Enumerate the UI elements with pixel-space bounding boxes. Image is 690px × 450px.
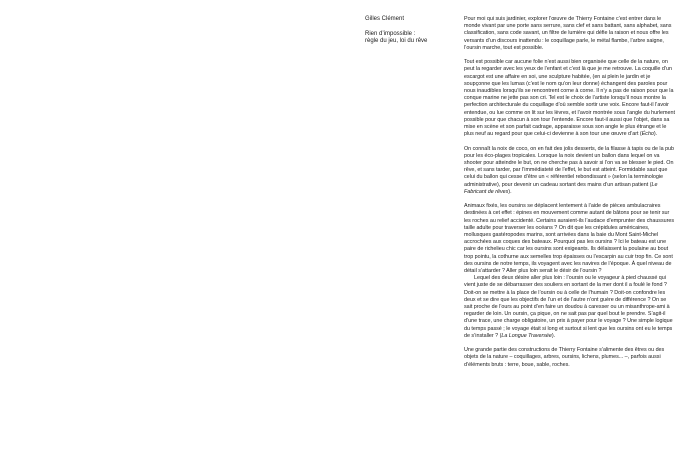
paragraph-4: Animaux fixés, les oursins se déplacent lentement à l’aide de pièces ambulacraires destinées à cet effet : épines en mouvement comme autant de bâtons pour se tenir sur les roches au relief accidenté. Certains auraient-ils l’audace d’emprunter des chaussures taille adulte pour traverser les océans ? On dit que les crépidules américaines, mollusques gastéropodes marins, sont arrivées dans la baie du Mont Saint-Michel accrochées aux coques des bateaux. Pourquoi pas les oursins ? Ici le bateau est une paire de richelieu chic car les oursins sont exigeants. Ils délaissent la poulaine au bout trop pointu, la cothurne aux semelles trop épaisses ou l’escarpin au cuir trop fin. Ce sont des oursins de notre temps, ils voyagent avec les navires de l’époque. À quel niveau de détail s’attarder ? Aller plus loin serait le désir de l’oursin ? [464, 203, 675, 275]
artwork-title-echo: Écho [641, 131, 654, 138]
paragraph-3: On connaît la noix de coco, on en fait des jolis desserts, de la filasse à tapis ou de la pub pour les éco-plages tropicales. Lorsque la noix devient un ballon dans lequel on va shooter pour atteindre le but, on ne cherche pas à savoir si l’on va se blesser le pied. On rêve, et sans tarder, par l’immédiateté de l’effet, le but est atteint. Formidable saut que celui du ballon qui cesse d’être un « référentiel rebondissant » (selon la terminologie administrative), pour devenir un cadeau sortant des mains d’un artisan patient (Le Fabricant de rêves). [464, 145, 675, 195]
paragraph-1: Pour moi qui suis jardinier, explorer l’œuvre de Thierry Fontaine c’est entrer dans le monde vivant par une porte sans serrure, sans clef et sans battant, sans alphabet, sans classification, sans code savant, un filtre de lumière qui défie la raison et nous offre les versants d’un discours inattendu : le coquillage parle, le métal flambe, l’arbre saigne, l’oursin marche, tout est possible. [464, 16, 672, 51]
paragraph-5: Lequel des deux désire aller plus loin : l’oursin ou le voyageur à pied chaussé qui vient juste de se débarrasser des souliers en sortant de la mer dont il a foulé le fond ? Doit-on se mettre à la place de l’oursin ou à celle de l’humain ? Doit-on confondre les deux et se dire que les objectifs de l’un et de l’autre n’ont guère de différence ? On se sait proche de l’ours au point d’en faire un doudou à caresser ou un misanthrope-ami à regarder de loin. Un oursin, ça pique, on ne sait pas par quel bout le prendre. S’agit-il d’une trace, une charge obligatoire, un prix à payer pour le voyage ? Une simple logique du temps passé ; le voyage était si long et surtout si lent que les oursins ont eu le temps de s’installer ? (La Longue Traversée). [464, 275, 673, 339]
artwork-title-fabricant: Le Fabricant de rêves [464, 181, 658, 195]
artwork-title-traversee: La Longue Traversée [501, 332, 552, 339]
paragraph-6: Une grande partie des constructions de Thierry Fontaine s’alimente des êtres ou des objets de la nature – coquillages, arbres, oursins, lichens, plumes... –, parfois aussi d’éléments bruts : terre, boue, sable, roches. [464, 347, 665, 368]
article-body [464, 16, 675, 376]
article-header [365, 16, 460, 46]
author-name: Gilles Clément [365, 16, 405, 22]
subtitle-line-2: règle du jeu, loi du rêve [365, 38, 428, 44]
paragraph-2: Tout est possible car aucune folie n’est aussi bien organisée que celle de la nature, on peut la regarder avec les yeux de l’enfant et c’est là que je me retrouve. La coquille d’un escargot est une affaire en soi, une sculpture habitée, (en ai plein le jardin et je soupçonne que les lumas (c’est le nom qu’on leur donne) échangent des paroles pour nous inaudibles lorsqu’ils se rencontrent corne à corne. Il n’y a pas de raison pour que la conque marine ne jette pas son cri. Tel est le choix de l’artiste lorsqu’il nous montre la perfection architecturale du coquillage d’où semble sortir une voix. Encore faut-il l’avoir entendue, ou lue comme on lit sur les lèvres, et l’avoir montrée sous l’angle du hurlement possible pour que chacun à son tour l’entende. Encore faut-il aussi que l’objet, dans sa mise en scène et son parfait cadrage, apparaisse sous son angle le plus étrange et le plus neuf au regard pour que celui-ci devienne à son tour une œuvre d’art (Écho). [464, 59, 675, 138]
subtitle-line-1: Rien d’impossible : [365, 30, 416, 37]
